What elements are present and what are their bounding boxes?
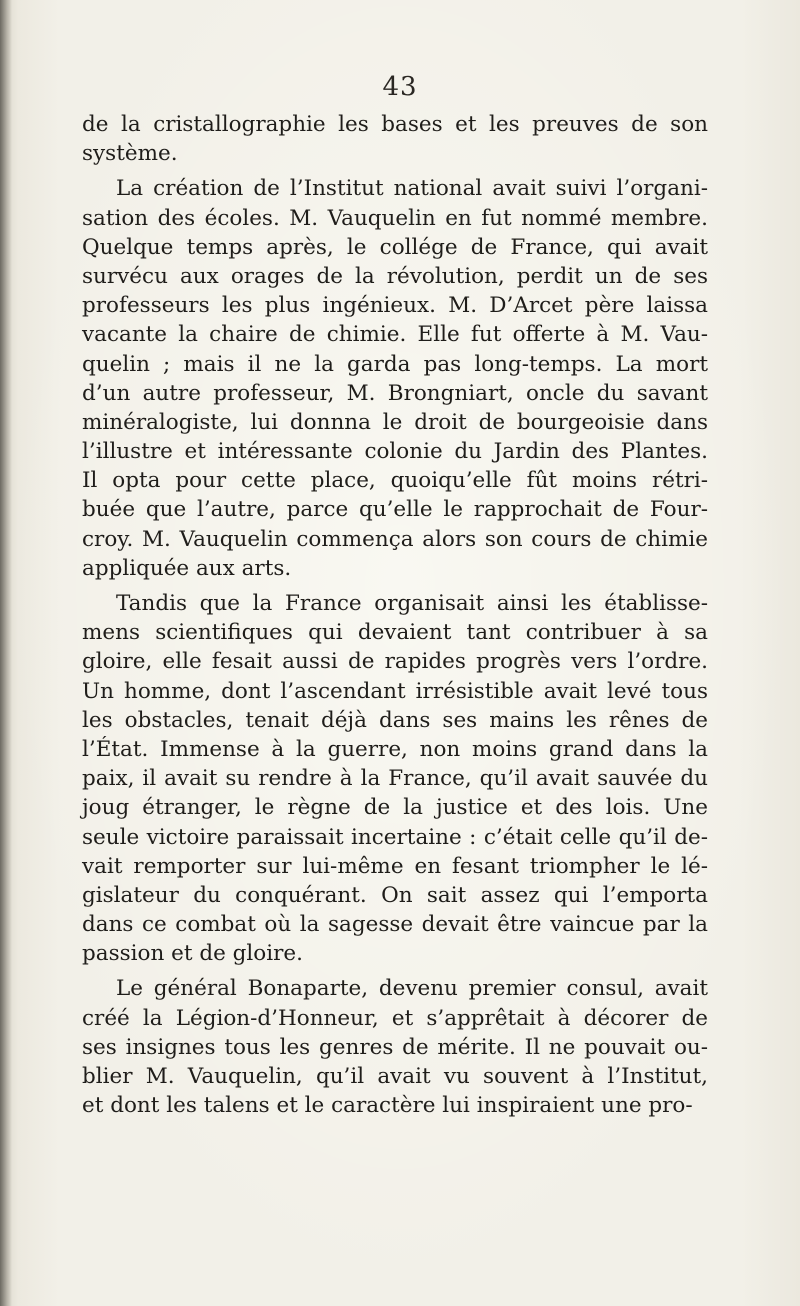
text-line: appliquée aux arts. (82, 555, 292, 581)
text-line: Quelque temps après, le collége de France, qui avait (82, 234, 708, 260)
text-line: croy. M. Vauquelin commença alors son cours de chimie (82, 526, 708, 552)
text-line: minéralogiste, lui donnna le droit de bourgeoisie dans (82, 409, 708, 435)
text-line: professeurs les plus ingénieux. M. D’Arcet père laissa (82, 293, 708, 319)
text-line: l’illustre et intéressante colonie du Jardin des Plantes. (82, 439, 708, 465)
paragraph (82, 589, 708, 968)
text-line: sation des écoles. M. Vauquelin en fut nommé membre. (82, 205, 708, 231)
text-line: créé la Légion-d’Honneur, et s’apprêtait à décorer de (82, 1005, 708, 1031)
text-line: les obstacles, tenait déjà dans ses mains les rênes de (82, 707, 708, 733)
text-line: mens scientifiques qui devaient tant contribuer à sa (82, 620, 708, 646)
text-line: passion et de gloire. (82, 941, 303, 967)
text-line: Il opta pour cette place, quoiqu’elle fût moins rétri- (82, 468, 708, 494)
text-line: gislateur du conquérant. On sait assez qui l’emporta (82, 882, 708, 908)
text-line: Tandis que la France organisait ainsi les établisse- (116, 591, 708, 616)
paragraph (82, 110, 708, 168)
text-line: de la cristallographie les bases et les preuves de son (82, 112, 708, 137)
text-line: La création de l’Institut national avait suivi l’organi- (116, 176, 708, 202)
text-line: système. (82, 141, 178, 167)
text-line: joug étranger, le règne de la justice et des lois. Une (82, 795, 708, 821)
book-spine-shadow (0, 0, 12, 1306)
page-number: 43 (382, 72, 418, 102)
text-line: survécu aux orages de la révolution, perdit un de ses (82, 263, 708, 289)
body-text (82, 110, 708, 1120)
text-line: ses insignes tous les genres de mérite. Il ne pouvait ou- (82, 1034, 708, 1060)
text-line: d’un autre professeur, M. Brongniart, oncle du savant (82, 380, 708, 406)
text-line: quelin ; mais il ne la garda pas long-temps. La mort (82, 351, 708, 377)
paragraph (82, 974, 708, 1120)
text-line: dans ce combat où la sagesse devait être vaincue par la (82, 912, 708, 938)
paragraph (82, 174, 708, 583)
text-line: et dont les talens et le caractère lui inspiraient une pro- (82, 1093, 693, 1119)
text-line: paix, il avait su rendre à la France, qu’il avait sauvée du (82, 766, 708, 792)
text-line: blier M. Vauquelin, qu’il avait vu souvent à l’Institut, (82, 1064, 708, 1089)
text-line: buée que l’autre, parce qu’elle le rapprochait de Four- (82, 497, 708, 523)
text-line: l’État. Immense à la guerre, non moins grand dans la (82, 736, 708, 762)
text-line: Le général Bonaparte, devenu premier consul, avait (116, 976, 708, 1002)
text-line: vait remporter sur lui-même en fesant triompher le lé- (82, 853, 708, 879)
text-line: gloire, elle fesait aussi de rapides progrès vers l’ordre. (82, 649, 708, 675)
text-line: Un homme, dont l’ascendant irrésistible avait levé tous (82, 678, 708, 704)
text-line: vacante la chaire de chimie. Elle fut offerte à M. Vau- (82, 322, 708, 348)
text-line: seule victoire paraissait incertaine : c’était celle qu’il de- (82, 824, 708, 850)
